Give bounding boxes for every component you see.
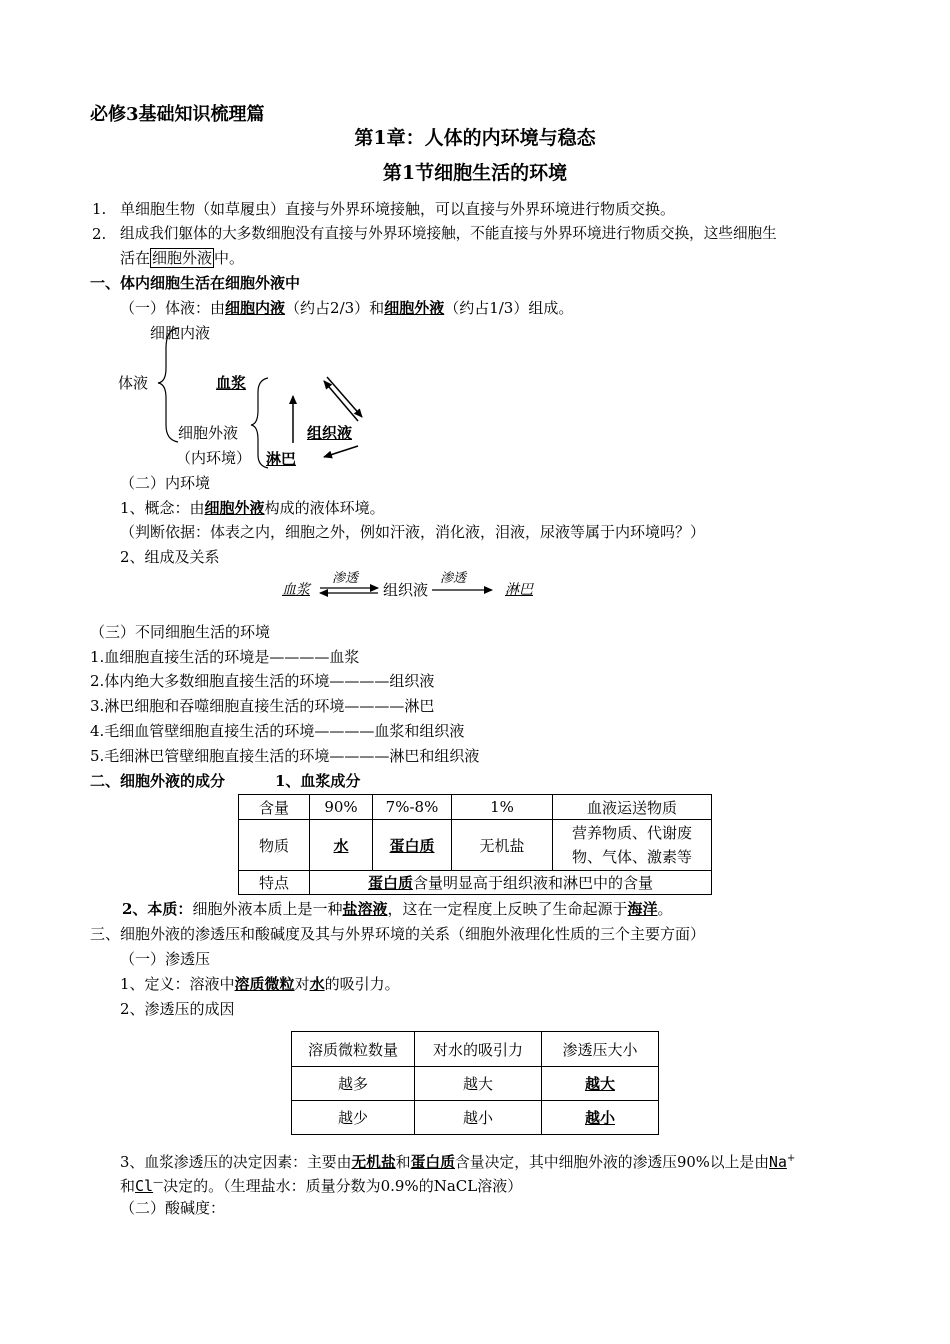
cell-env-4: 4.毛细血管壁细胞直接生活的环境————血浆和组织液 [90,722,465,740]
extracellular-label: 细胞外液 [178,424,239,442]
judge-line: （判断依据：体表之内，细胞之外，例如汗液，消化液，泪液，尿液等属于内环境吗？） [120,523,706,541]
osmotic-pressure-table [291,1031,659,1135]
osmotic-definition: 1、定义：溶液中溶质微粒对水的吸引力。 [120,975,400,993]
intracellular-label: 细胞内液 [150,324,211,342]
sec3-sub1: （一）渗透压 [120,950,211,968]
composition-line: 2、组成及关系 [120,548,220,566]
lymph-label: 淋巴 [266,450,297,468]
cell-env-5: 5.毛细淋巴管壁细胞直接生活的环境————淋巴和组织液 [90,747,480,765]
table-cell: 含量 [239,795,310,820]
tissue-fluid-label: 组织液 [307,424,353,442]
section-title: 第1节细胞生活的环境 [382,162,568,184]
flow-lymph: 淋巴 [505,582,533,598]
cell-env-3: 3.淋巴细胞和吞噬细胞直接生活的环境————淋巴 [90,697,435,715]
table-cell: 对水的吸引力 [415,1032,542,1067]
table-cell: 营养物质、代谢废 物、气体、激素等 [553,820,712,871]
sec2-sub1: 1、血浆成分 [275,772,361,790]
table-cell: 水 [310,820,373,871]
table-cell: 血液运送物质 [553,795,712,820]
cell-env-2: 2.体内绝大多数细胞直接生活的环境————组织液 [90,672,435,690]
table-row [239,795,712,820]
table-cell: 蛋白质含量明显高于组织液和淋巴中的含量 [310,871,712,895]
plasma-composition-table [238,794,712,895]
table-cell: 越大 [542,1067,659,1101]
table-cell: 特点 [239,871,310,895]
intro-p1: 单细胞生物（如草履虫）直接与外界环境接触，可以直接与外界环境进行物质交换。 [120,200,676,218]
table-cell: 无机盐 [452,820,553,871]
sec1-heading: 一、体内细胞生活在细胞外液中 [90,274,301,292]
intro-p2a: 组成我们躯体的大多数细胞没有直接与外界环境接触，不能直接与外界环境进行物质交换，这些细胞生 [120,225,777,242]
osmotic-factor-line1: 3、血浆渗透压的决定因素：主要由无机盐和蛋白质含量决定，其中细胞外液的渗透压90%以上是由Na+ [120,1153,796,1171]
intro-p1-num: 1. [92,200,107,218]
table-cell: 溶质微粒数量 [292,1032,415,1067]
sec3-heading: 三、细胞外液的渗透压和酸碱度及其与外界环境的关系（细胞外液理化性质的三个主要方面） [90,925,706,943]
sec2-heading: 二、细胞外液的成分 [90,772,226,790]
osmotic-factor-line2: 和Cl—决定的。（生理盐水：质量分数为0.9%的NaCL溶液） [120,1177,523,1195]
internal-env-label: （内环境） [176,449,252,467]
flow-osmosis-2: 渗透 [440,571,467,586]
table-row [292,1067,659,1101]
concept-line: 1、概念：由细胞外液构成的液体环境。 [120,499,385,517]
flow-tissue: 组织液 [383,581,429,599]
extracellular-fluid-box: 细胞外液 [152,249,213,267]
intro-p2b: 活在 细胞外液 中。 [120,249,245,267]
body-fluid-label: 体液 [118,374,149,392]
table-row [239,820,712,871]
table-cell: 蛋白质 [373,820,452,871]
table-cell: 越小 [415,1101,542,1135]
sec3-sub2: （二）酸碱度： [120,1199,226,1217]
cell-env-1: 1.血细胞直接生活的环境是————血浆 [90,648,360,666]
table-row [292,1032,659,1067]
chapter-title: 第1章：人体的内环境与稳态 [354,127,596,149]
table-cell: 1% [452,795,553,820]
intro-p2-num: 2. [92,225,107,243]
table-cell: 越少 [292,1101,415,1135]
essence-line: 2、本质：细胞外液本质上是一种盐溶液，这在一定程度上反映了生命起源于海洋。 [122,900,673,918]
table-cell: 90% [310,795,373,820]
sec1-sub2: （二）内环境 [120,474,211,492]
table-cell: 越大 [415,1067,542,1101]
table-cell: 越小 [542,1101,659,1135]
flow-osmosis-1: 渗透 [332,571,359,586]
table-cell: 7%-8% [373,795,452,820]
plasma-label: 血浆 [216,374,247,392]
table-cell: 越多 [292,1067,415,1101]
flow-plasma: 血浆 [282,582,310,598]
sec1-sub3: （三）不同细胞生活的环境 [90,623,271,641]
series-title: 必修3基础知识梳理篇 [90,104,265,125]
table-row [292,1101,659,1135]
table-cell: 渗透压大小 [542,1032,659,1067]
body-fluid-line: （一）体液：由细胞内液（约占2/3）和细胞外液（约占1/3）组成。 [120,299,574,317]
table-cell: 物质 [239,820,310,871]
table-row [239,871,712,895]
osmotic-cause: 2、渗透压的成因 [120,1000,235,1018]
